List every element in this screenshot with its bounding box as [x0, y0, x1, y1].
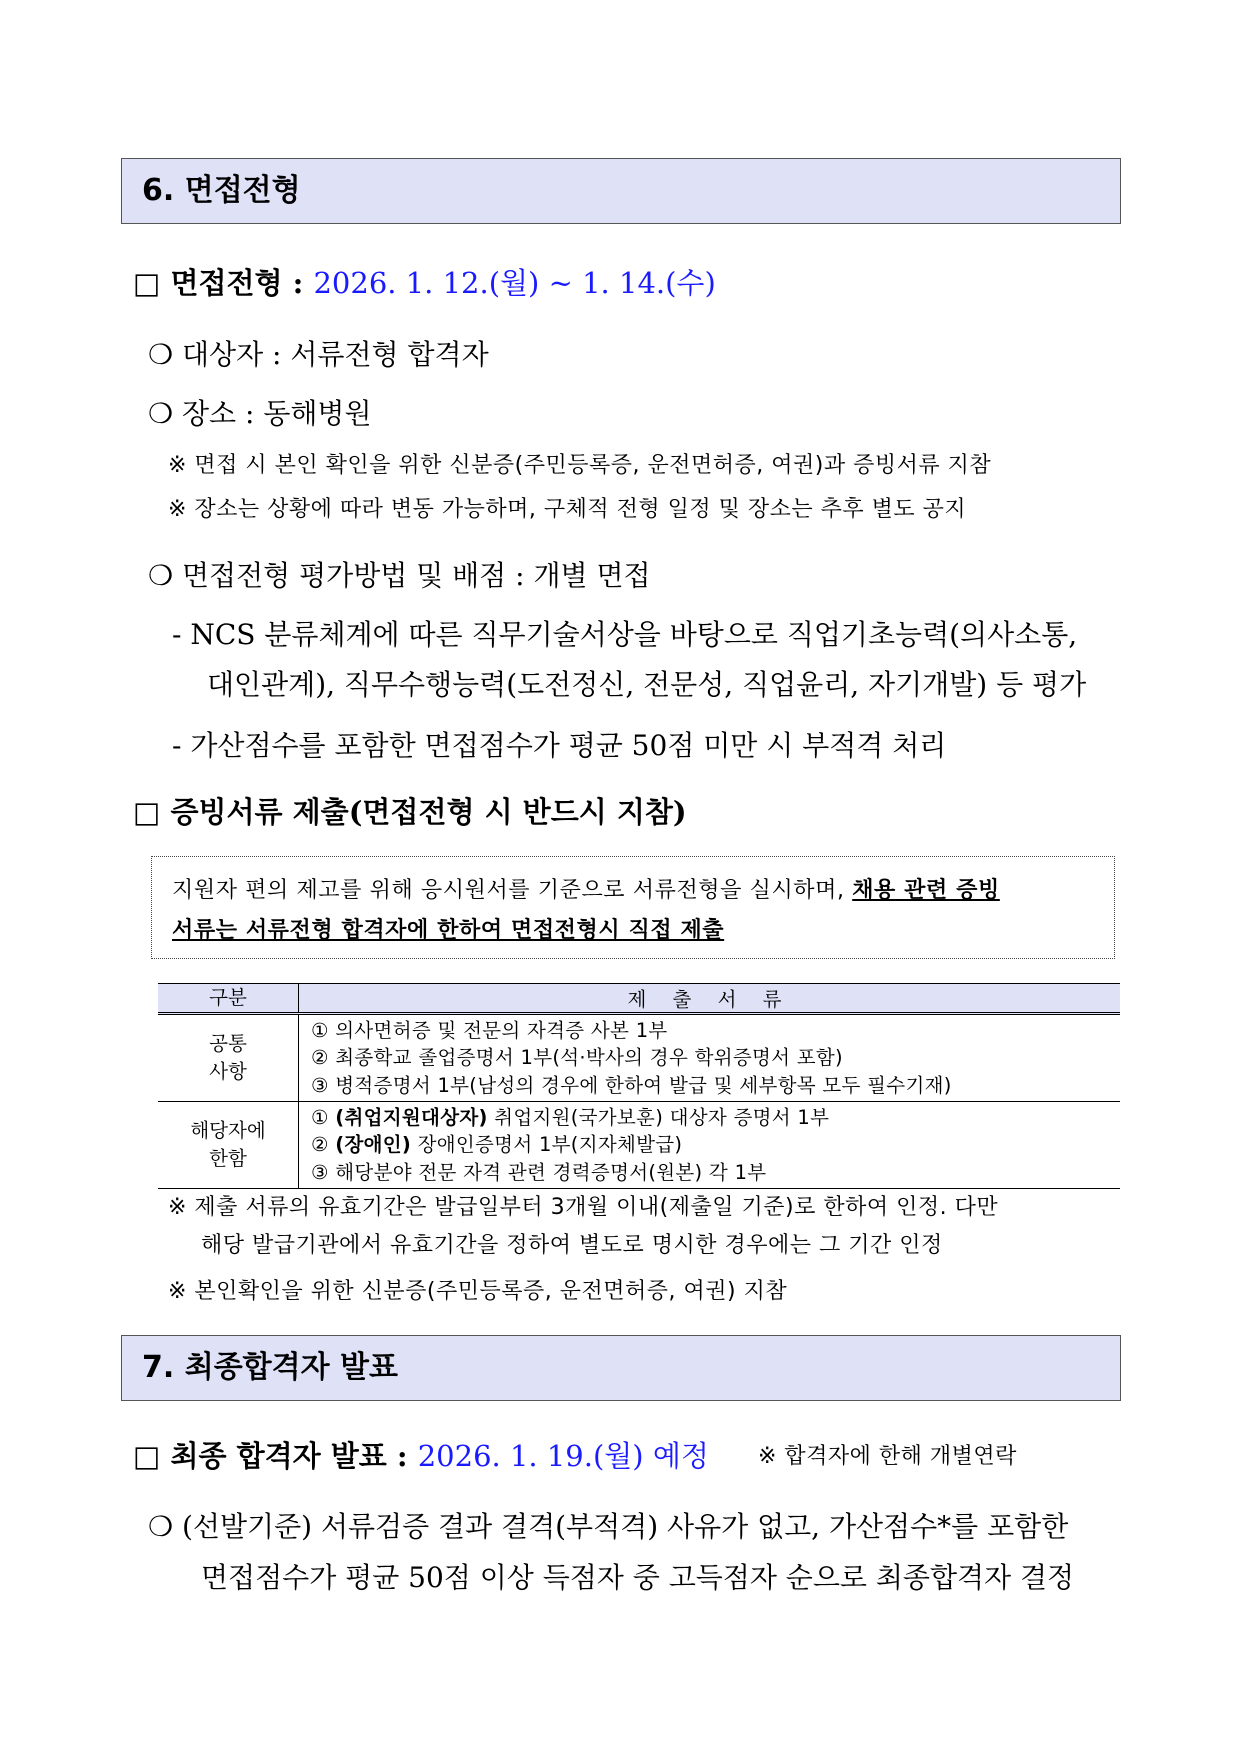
section-6-header — [121, 158, 1121, 224]
documents-cell — [299, 1102, 1121, 1189]
announce-note: ※ 합격자에 한해 개별연락 — [758, 1444, 1017, 1469]
item-text: 해당분야 전문 자격 관련 경력증명서(원본) 각 1부 — [328, 1160, 767, 1184]
method-detail-1-cont: 대인관계), 직무수행능력(도전정신, 전문성, 직업윤리, 자기개발) 등 평가 — [207, 668, 1087, 701]
item-bold-label: (장애인) — [335, 1133, 412, 1157]
target-item: ❍ 대상자 : 서류전형 합격자 — [148, 338, 489, 371]
document-item — [311, 1104, 1120, 1132]
place-item: ❍ 장소 : 동해병원 — [148, 397, 372, 430]
note-id-check: ※ 본인확인을 위한 신분증(주민등록증, 운전면허증, 여권) 지참 — [168, 1279, 788, 1304]
document-item: ③ 병적증명서 1부(남성의 경우에 한하여 발급 및 세부항목 모두 필수기재) — [311, 1073, 952, 1097]
checkbox-square-icon: □ — [133, 795, 161, 829]
interview-date: 2026. 1. 12.(월) ~ 1. 14.(수) — [313, 266, 716, 300]
item-text: 취업지원(국가보훈) 대상자 증명서 1부 — [487, 1105, 830, 1129]
category-text: 해당자에 — [190, 1119, 266, 1142]
item-number: ③ — [311, 1160, 329, 1184]
method-item: ❍ 면접전형 평가방법 및 배점 : 개별 면접 — [148, 559, 651, 592]
category-cell — [158, 1102, 299, 1189]
section-7-title: 7. 최종합격자 발표 — [142, 1350, 399, 1385]
document-item — [311, 1159, 1120, 1187]
category-text: 공통 — [209, 1032, 247, 1055]
note-validity-cont: 해당 발급기관에서 유효기간을 정하여 별도로 명시한 경우에는 그 기간 인정 — [201, 1233, 943, 1258]
criteria-line-2: 면접점수가 평균 50점 이상 득점자 중 고득점자 순으로 최종합격자 결정 — [201, 1561, 1075, 1594]
section-6-title: 6. 면접전형 — [142, 173, 301, 208]
table-header-row — [158, 984, 1120, 1014]
interview-schedule-heading — [133, 261, 716, 302]
announce-heading — [133, 1434, 709, 1475]
announce-date: 2026. 1. 19.(월) 예정 — [417, 1439, 709, 1473]
info-underline-text: 채용 관련 증빙 — [852, 878, 1000, 903]
category-cell — [158, 1014, 299, 1102]
item-bold-label: (취업지원대상자) — [335, 1105, 488, 1129]
documents-table — [158, 983, 1120, 1189]
docs-heading-text: 증빙서류 제출(면접전형 시 반드시 지참) — [170, 795, 687, 829]
info-text: 지원자 편의 제고를 위해 응시원서를 기준으로 서류전형을 실시하며, — [172, 878, 853, 903]
document-item — [311, 1131, 1120, 1159]
docs-heading — [133, 790, 687, 831]
column-header-category: 구분 — [158, 984, 299, 1014]
item-number: ① — [311, 1105, 329, 1129]
note-place-change: ※ 장소는 상황에 따라 변동 가능하며, 구체적 전형 일정 및 장소는 추후 별도 공지 — [168, 497, 967, 522]
table-row — [158, 1014, 1120, 1102]
note-validity: ※ 제출 서류의 유효기간은 발급일부터 3개월 이내(제출일 기준)로 한하여 인정. 다만 — [168, 1195, 999, 1220]
item-text: 장애인증명서 1부(지자체발급) — [411, 1133, 683, 1157]
method-detail-1: - NCS 분류체계에 따른 직무기술서상을 바탕으로 직업기초능력(의사소통, — [172, 618, 1078, 651]
document-item: ② 최종학교 졸업증명서 1부(석·박사의 경우 학위증명서 포함) — [311, 1046, 843, 1070]
note-id-required: ※ 면접 시 본인 확인을 위한 신분증(주민등록증, 운전면허증, 여권)과 증빙서류 지참 — [168, 453, 992, 478]
category-text: 한함 — [209, 1147, 247, 1170]
table-row — [158, 1102, 1120, 1189]
category-text: 사항 — [209, 1060, 247, 1083]
info-line-1 — [172, 873, 1000, 904]
docs-info-box — [151, 856, 1115, 959]
checkbox-square-icon: □ — [133, 1439, 161, 1473]
document-item: ① 의사면허증 및 전문의 자격증 사본 1부 — [311, 1018, 668, 1042]
announce-label: 최종 합격자 발표 : — [170, 1439, 408, 1473]
method-detail-2: - 가산점수를 포함한 면접점수가 평균 50점 미만 시 부적격 처리 — [172, 729, 947, 762]
column-header-documents: 제 출 서 류 — [299, 984, 1121, 1014]
item-number: ② — [311, 1133, 329, 1157]
criteria-line-1: ❍ (선발기준) 서류검증 결과 결격(부적격) 사유가 없고, 가산점수*를 포함한 — [148, 1510, 1069, 1543]
interview-label: 면접전형 : — [170, 266, 304, 300]
info-underline-text: 서류는 서류전형 합격자에 한하여 면접전형시 직접 제출 — [172, 918, 725, 943]
documents-cell — [299, 1014, 1121, 1102]
section-7-header — [121, 1335, 1121, 1401]
checkbox-square-icon: □ — [133, 266, 161, 300]
info-line-2 — [172, 913, 724, 944]
